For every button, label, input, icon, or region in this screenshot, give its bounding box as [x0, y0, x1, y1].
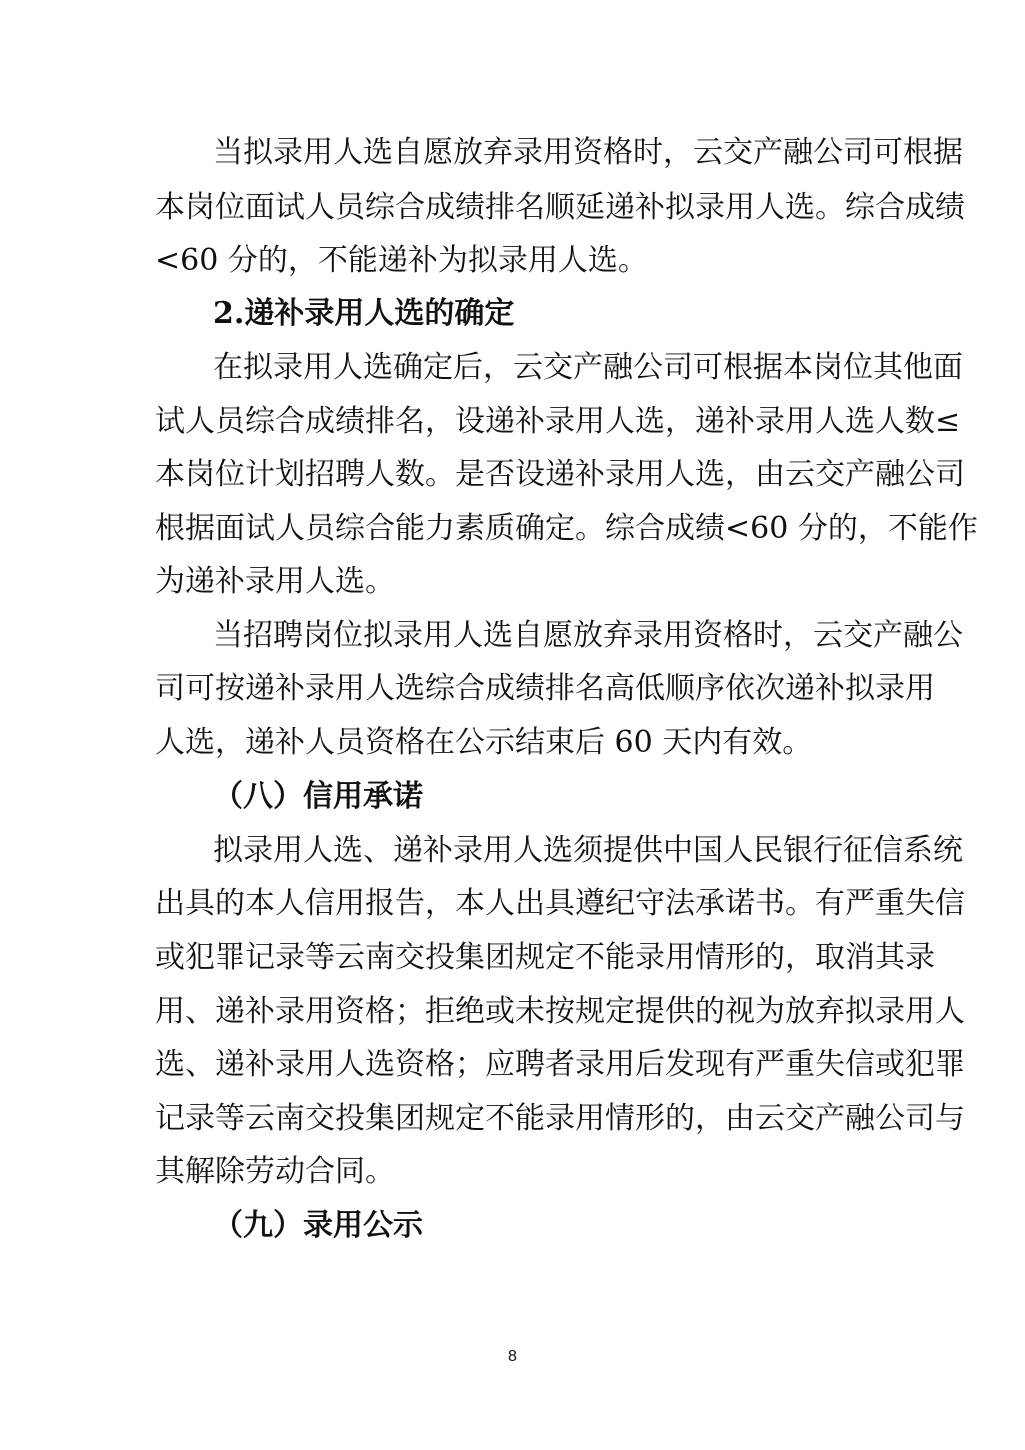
paragraph-line: 司可按递补录用人选综合成绩排名高低顺序依次递补拟录用	[155, 671, 935, 706]
paragraph-line: 试人员综合成绩排名，设递补录用人选，递补录用人选人数≤	[155, 404, 961, 439]
paragraph-line: 拟录用人选、递补录用人选须提供中国人民银行征信系统	[213, 833, 963, 868]
paragraph-line: 记录等云南交投集团规定不能录用情形的，由云交产融公司与	[155, 1101, 965, 1136]
paragraph-line: <60 分的，不能递补为拟录用人选。	[155, 243, 648, 278]
section-heading: 2.递补录用人选的确定	[213, 296, 515, 331]
paragraph-line: 在拟录用人选确定后，云交产融公司可根据本岗位其他面	[213, 350, 963, 385]
paragraph-line: 或犯罪记录等云南交投集团规定不能录用情形的，取消其录	[155, 940, 935, 975]
paragraph-line: 本岗位面试人员综合成绩排名顺延递补拟录用人选。综合成绩	[155, 190, 965, 225]
section-heading: （八）信用承诺	[213, 779, 423, 814]
section-heading: （九）录用公示	[213, 1208, 423, 1243]
paragraph-line: 根据面试人员综合能力素质确定。综合成绩<60 分的，不能作	[155, 511, 978, 546]
paragraph-line: 用、递补录用资格；拒绝或未按规定提供的视为放弃拟录用人	[155, 994, 965, 1029]
paragraph-line: 当拟录用人选自愿放弃录用资格时，云交产融公司可根据	[213, 135, 963, 170]
paragraph-line: 出具的本人信用报告，本人出具遵纪守法承诺书。有严重失信	[155, 886, 965, 921]
paragraph-line: 人选，递补人员资格在公示结束后 60 天内有效。	[155, 725, 813, 760]
paragraph-line: 本岗位计划招聘人数。是否设递补录用人选，由云交产融公司	[155, 457, 965, 492]
paragraph-line: 当招聘岗位拟录用人选自愿放弃录用资格时，云交产融公	[213, 618, 963, 653]
paragraph-line: 为递补录用人选。	[155, 564, 395, 599]
paragraph-line: 其解除劳动合同。	[155, 1154, 395, 1189]
paragraph-line: 选、递补录用人选资格；应聘者录用后发现有严重失信或犯罪	[155, 1047, 965, 1082]
page-number: 8	[508, 1348, 517, 1365]
